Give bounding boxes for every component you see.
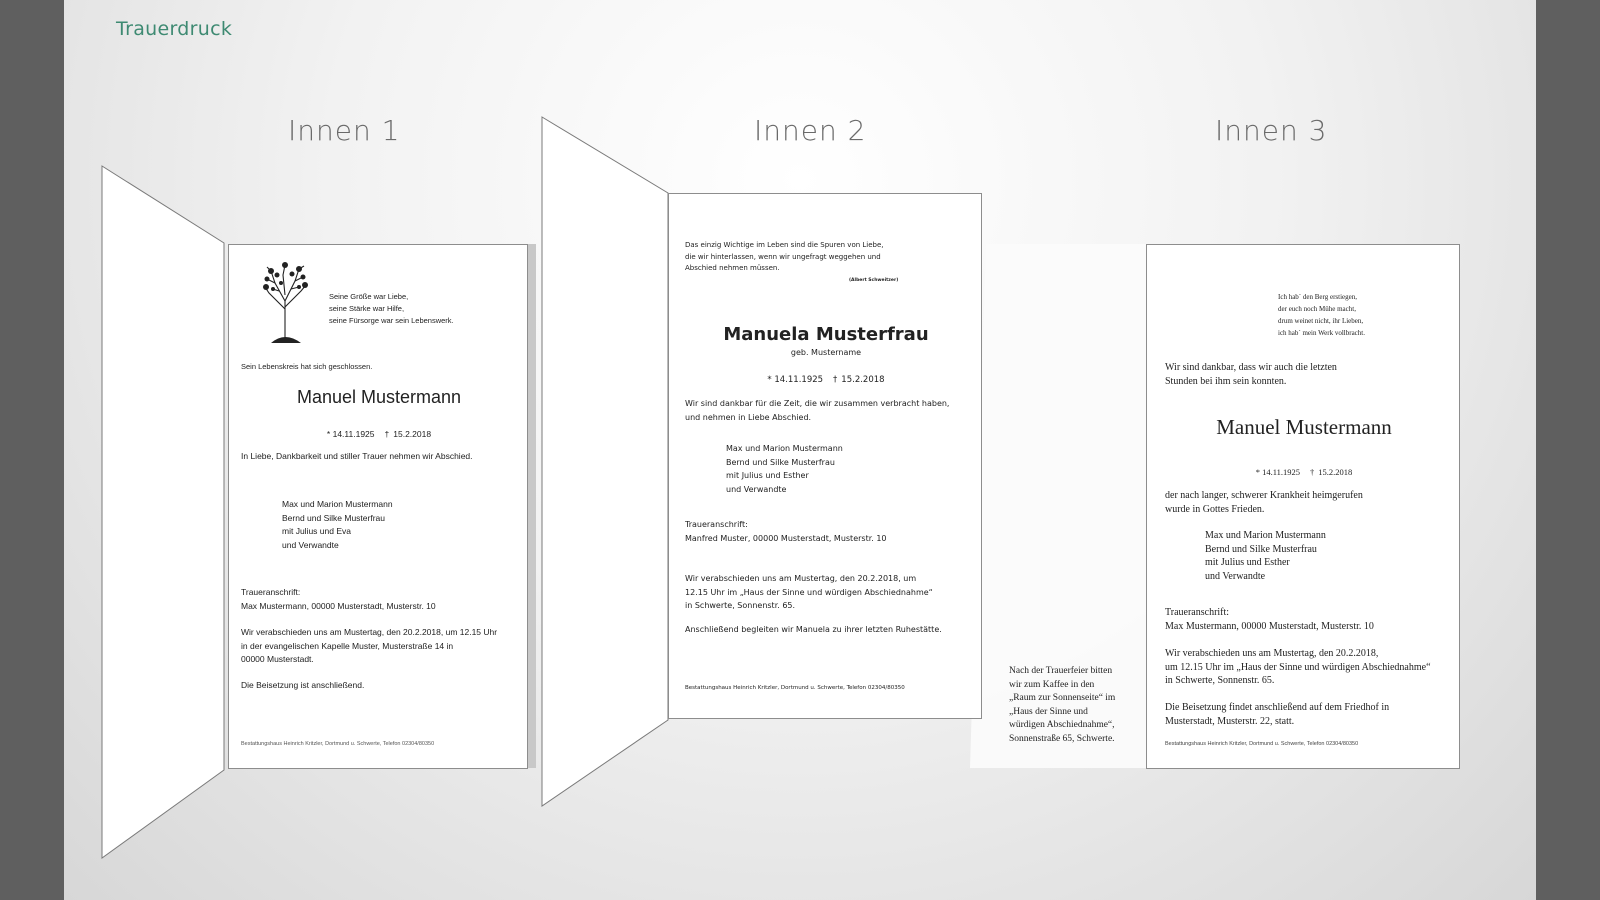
innen-3-service-info: Wir verabschieden uns am Mustertag, den 20.2.2018, um 12.15 Uhr im „Haus der Sinne und würdigen Abschiednahme“ in Schwerte, Sonnenstr. 65.	[1165, 648, 1431, 686]
innen-2-footer: Bestattungshaus Heinrich Kritzler, Dortmund u. Schwerte, Telefon 02304/80350	[685, 685, 905, 691]
section-title-innen-3: Innen 3	[1215, 114, 1328, 147]
innen-2-burial-info: Anschließend begleiten wir Manuela zu ihrer letzten Ruhestätte.	[685, 625, 942, 634]
innen-3-dates	[1147, 457, 1461, 477]
innen-3-burial-info: Die Beisetzung findet anschließend auf dem Friedhof in Musterstadt, Musterstr. 22, statt.	[1165, 702, 1390, 727]
innen-1-intro: Sein Lebenskreis hat sich geschlossen.	[241, 362, 373, 371]
innen-3-card-page	[1146, 244, 1460, 769]
innen-1-footer: Bestattungshaus Heinrich Kritzler, Dortmund u. Schwerte, Telefon 02304/80350	[241, 741, 435, 747]
innen-3-address-label: Traueranschrift:	[1165, 607, 1230, 618]
section-title-innen-1: Innen 1	[288, 114, 401, 147]
innen-1-deceased-name: Manuel Mustermann	[296, 387, 462, 407]
innen-2-death-date: 15.2.2018	[841, 375, 885, 385]
tree-icon	[261, 261, 309, 343]
innen-2-address-label: Traueranschrift:	[685, 520, 748, 529]
innen-3-death-date: 15.2.2018	[1318, 467, 1353, 477]
innen-2-quote-author: (Albert Schweitzer)	[849, 278, 899, 283]
innen-1-mourners: Max und Marion Mustermann Bernd und Silke Musterfrau mit Julius und Eva und Verwandte	[282, 499, 393, 550]
innen-1-left-flap	[102, 166, 224, 858]
innen-2-thanks: Wir sind dankbar für die Zeit, die wir zusammen verbracht haben, und nehmen in Liebe Abschied.	[685, 399, 950, 422]
innen-1-dates	[229, 419, 529, 439]
innen-1-quote: Seine Größe war Liebe, seine Stärke war Hilfe, seine Fürsorge war sein Lebenswerk.	[329, 292, 454, 325]
innen-2-cross-symbol: †	[833, 375, 838, 385]
innen-2-deceased-name: Manuela Musterfrau	[723, 324, 929, 345]
innen-1-card-page	[228, 244, 528, 769]
innen-3-deceased-name: Manuel Mustermann	[1216, 415, 1392, 439]
innen-3-left-note: Nach der Trauerfeier bitten wir zum Kaffee in den „Raum zur Sonnenseite“ im „Haus der Sinne und würdigen Abschiednahme“, Sonnenstraße 65, Schwerte.	[1009, 666, 1116, 744]
innen-1-farewell: In Liebe, Dankbarkeit und stiller Trauer nehmen wir Abschied.	[241, 451, 473, 461]
innen-2-left-flap	[542, 117, 668, 806]
innen-2-service-info: Wir verabschieden uns am Mustertag, den 20.2.2018, um 12.15 Uhr im „Haus der Sinne und würdigen Abschiednahme“ in Schwerte, Sonnenstr. 65.	[685, 574, 933, 610]
innen-3-quote: Ich hab´ den Berg erstiegen, der euch noch Mühe macht, drum weinet nicht, ihr Lieben, ich hab´ mein Werk vollbracht.	[1278, 293, 1365, 337]
innen-1-birth-date: * 14.11.1925	[326, 429, 375, 439]
innen-1-service-info: Wir verabschieden uns am Mustertag, den 20.2.2018, um 12.15 Uhr in der evangelischen Kapelle Muster, Musterstraße 14 in 00000 Musterstadt.	[241, 627, 498, 664]
section-title-innen-2: Innen 2	[754, 114, 867, 147]
innen-3-illness-note: der nach langer, schwerer Krankheit heimgerufen wurde in Gottes Frieden.	[1165, 490, 1363, 515]
brand-label: Trauerdruck	[116, 18, 233, 40]
innen-1-burial-info: Die Beisetzung ist anschließend.	[241, 680, 365, 690]
innen-1-page-shadow	[527, 244, 536, 768]
innen-3-address: Max Mustermann, 00000 Musterstadt, Musterstr. 10	[1165, 621, 1374, 632]
innen-2-dates	[669, 365, 983, 385]
innen-2-maiden-name: geb. Mustername	[790, 348, 862, 357]
innen-2-address: Manfred Muster, 00000 Musterstadt, Musterstr. 10	[685, 534, 887, 543]
innen-2-birth-date: * 14.11.1925	[767, 375, 824, 385]
innen-2-mourners: Max und Marion Mustermann Bernd und Silke Musterfrau mit Julius und Esther und Verwandte	[726, 444, 843, 494]
innen-1-address: Max Mustermann, 00000 Musterstadt, Musterstr. 10	[241, 601, 436, 611]
innen-1-death-date: 15.2.2018	[393, 429, 432, 439]
presentation-slide	[64, 0, 1536, 900]
innen-1-address-label: Traueranschrift:	[241, 587, 301, 597]
innen-3-birth-date: * 14.11.1925	[1255, 467, 1301, 477]
innen-1-cross-symbol: †	[384, 429, 390, 439]
innen-2-card-page	[668, 193, 982, 719]
innen-3-cross-symbol: †	[1310, 467, 1315, 477]
innen-2-quote: Das einzig Wichtige im Leben sind die Spuren von Liebe, die wir hinterlassen, wenn wir ungefragt weggehen und Abschied nehmen müssen.	[685, 241, 884, 272]
innen-3-footer: Bestattungshaus Heinrich Kritzler, Dortmund u. Schwerte, Telefon 02304/80350	[1165, 741, 1359, 747]
innen-3-mourners: Max und Marion Mustermann Bernd und Silke Musterfrau mit Julius und Esther und Verwandte	[1205, 530, 1326, 582]
innen-3-thanks: Wir sind dankbar, dass wir auch die letzten Stunden bei ihm sein konnten.	[1165, 362, 1337, 387]
